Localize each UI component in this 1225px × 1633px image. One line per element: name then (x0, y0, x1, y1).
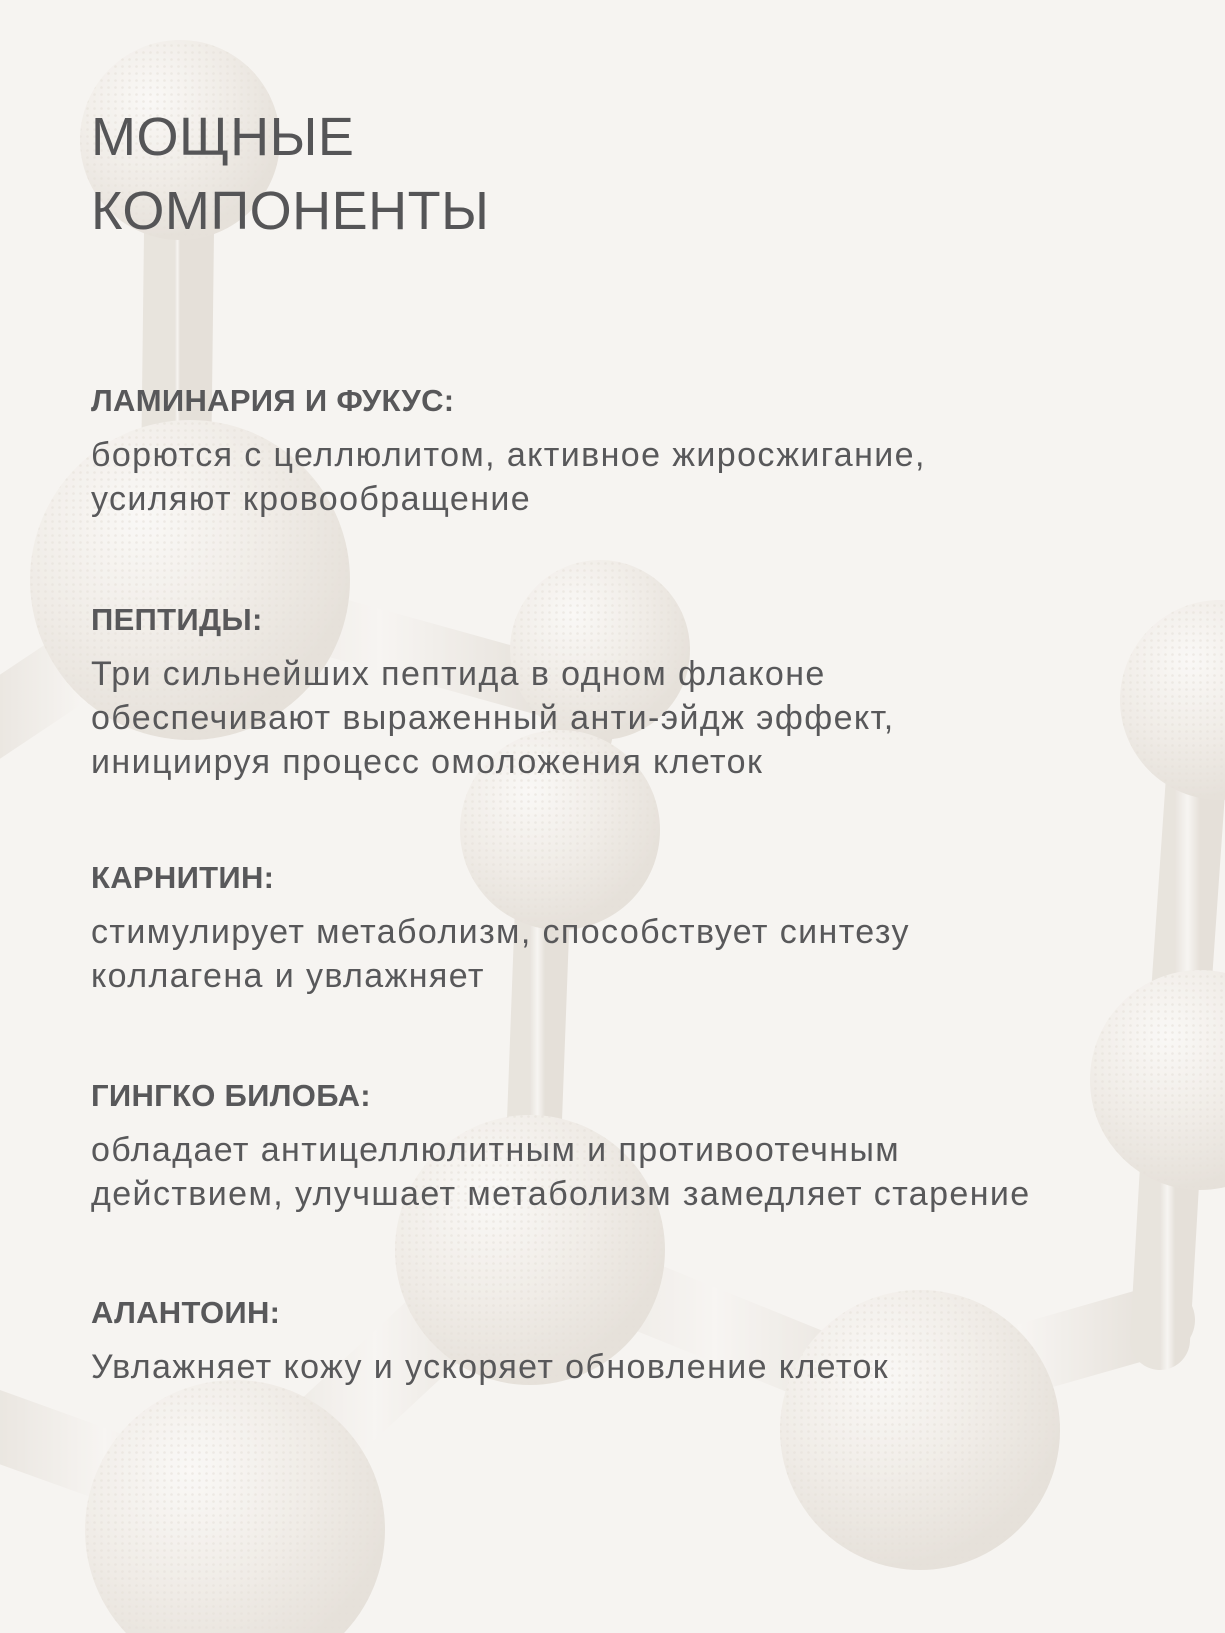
component-description (91, 433, 1201, 521)
page-title (91, 100, 489, 248)
component-description (91, 652, 1201, 784)
component-description (91, 1128, 1201, 1216)
component-ginkgo-biloba (91, 1076, 1201, 1216)
description-line: стимулирует метаболизм, способствует синтезу (91, 913, 910, 951)
description-line: Три сильнейших пептида в одном флаконе (91, 655, 826, 693)
component-heading: ЛАМИНАРИЯ И ФУКУС: (91, 383, 455, 418)
description-line: инициируя процесс омоложения клеток (91, 743, 764, 781)
component-heading: АЛАНТОИН: (91, 1295, 281, 1330)
component-laminaria (91, 381, 1201, 521)
component-heading: ПЕПТИДЫ: (91, 602, 263, 637)
description-line: обеспечивают выраженный анти-эйдж эффект, (91, 699, 895, 737)
description-line: усиляют кровообращение (91, 480, 532, 518)
description-line: Увлажняет кожу и ускоряет обновление клеток (91, 1348, 890, 1386)
component-heading: ГИНГКО БИЛОБА: (91, 1078, 371, 1113)
component-heading: КАРНИТИН: (91, 860, 275, 895)
component-peptides (91, 600, 1201, 784)
title-line-1: МОЩНЫЕ (91, 107, 355, 167)
description-line: обладает антицеллюлитным и противоотечным (91, 1131, 901, 1169)
component-description (91, 1345, 1201, 1389)
description-line: коллагена и увлажняет (91, 957, 485, 995)
component-allantoin (91, 1293, 1201, 1389)
description-line: действием, улучшает метаболизм замедляет старение (91, 1175, 1031, 1213)
title-line-2: КОМПОНЕНТЫ (91, 181, 490, 241)
description-line: борются с целлюлитом, активное жиросжигание, (91, 436, 926, 474)
component-carnitine (91, 858, 1201, 998)
component-description (91, 910, 1201, 998)
